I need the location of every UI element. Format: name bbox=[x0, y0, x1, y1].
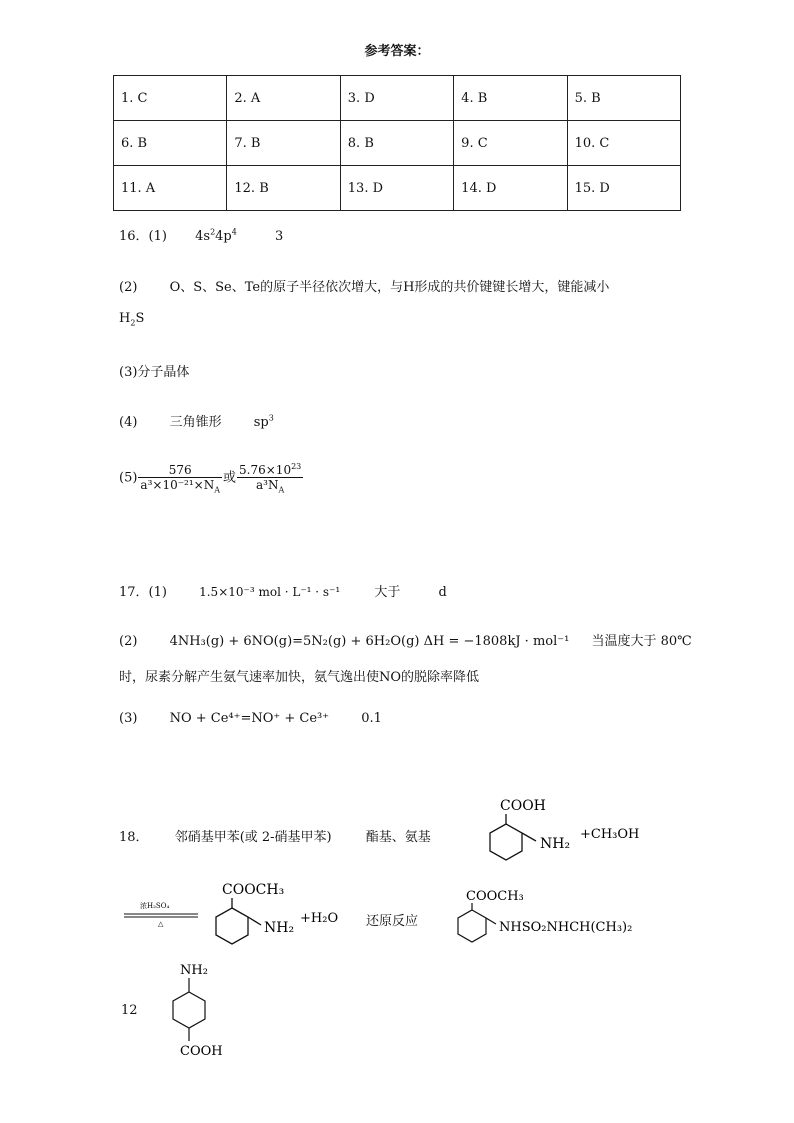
answer-cell: 10. C bbox=[567, 121, 680, 166]
denominator-sub: A bbox=[278, 485, 285, 495]
fraction-numerator: 576 bbox=[138, 463, 222, 478]
part-label: (2) bbox=[119, 634, 138, 649]
reaction-condition: 浓H₂SO₄ bbox=[140, 902, 170, 910]
struct-top-label: COOCH₃ bbox=[222, 882, 285, 898]
q16-value: 3 bbox=[274, 229, 284, 244]
q16-label: 16．(1) bbox=[119, 229, 167, 244]
bond bbox=[248, 917, 261, 925]
fraction-numerator bbox=[237, 462, 303, 478]
q16-part2 bbox=[119, 276, 609, 295]
struct-top-label: COOCH₃ bbox=[466, 889, 524, 904]
structure-methyl-anthranilate bbox=[206, 876, 366, 951]
formula-sub: 2 bbox=[130, 318, 136, 328]
config-exp: 4 bbox=[231, 227, 237, 237]
part-label: (3) bbox=[119, 711, 138, 726]
q18-header bbox=[119, 826, 431, 845]
page-title: 参考答案： bbox=[364, 44, 430, 59]
hyb-exp: 3 bbox=[268, 413, 274, 423]
reaction-arrow bbox=[118, 898, 208, 928]
q18-label: 18． bbox=[119, 830, 149, 845]
functional-groups: 酯基、氨基 bbox=[365, 830, 431, 845]
ionic-equation: NO + Ce⁴⁺=NO⁺ + Ce³⁺ bbox=[169, 711, 330, 726]
struct-top-label: COOH bbox=[500, 798, 546, 814]
part-label: (4) bbox=[119, 415, 138, 430]
or-text: 或 bbox=[223, 470, 237, 486]
q16-explanation: O、S、Se、Te的原子半径依次增大，与H形成的共价键键长增大，键能减小 bbox=[169, 280, 610, 295]
numerator-exp: 23 bbox=[291, 462, 302, 471]
thermochemical-equation: 4NH₃(g) + 6NO(g)=5N₂(g) + 6H₂O(g) ΔH = −1808kJ · mol⁻¹ bbox=[169, 634, 570, 649]
answer-cell: 4. B bbox=[454, 76, 567, 121]
table-row bbox=[114, 76, 681, 121]
answer-cell: 14. D bbox=[454, 166, 567, 211]
q17-part2 bbox=[119, 630, 692, 649]
benzene-ring bbox=[216, 908, 248, 944]
q16-part3: (3)分子晶体 bbox=[119, 365, 190, 380]
structure-aminobenzoic-acid bbox=[160, 955, 250, 1065]
comparison: 大于 bbox=[374, 585, 401, 600]
answer-cell: 11. A bbox=[114, 166, 227, 211]
table-row bbox=[114, 166, 681, 211]
density-fraction-2 bbox=[237, 462, 303, 494]
q17-explanation: 时，尿素分解产生氨气速率加快，氨气逸出使NO的脱除率降低 bbox=[119, 670, 480, 685]
fraction-denominator bbox=[138, 478, 222, 494]
benzene-ring bbox=[458, 910, 486, 942]
answer-cell: 2. A bbox=[227, 76, 340, 121]
q17-part1 bbox=[119, 581, 447, 600]
hyb-base: sp bbox=[253, 415, 269, 430]
formula-part: H bbox=[119, 311, 131, 326]
answer-cell: 3. D bbox=[340, 76, 453, 121]
molecular-shape: 三角锥形 bbox=[169, 415, 222, 430]
structure-anthranilic-acid bbox=[484, 792, 644, 867]
q16-formula bbox=[119, 311, 144, 328]
formula-part: S bbox=[135, 311, 145, 326]
q17-part3 bbox=[119, 711, 382, 726]
config-exp: 2 bbox=[210, 227, 216, 237]
table-row bbox=[114, 121, 681, 166]
q17-value: 0.1 bbox=[361, 711, 382, 726]
q17-label: 17．(1) bbox=[119, 585, 167, 600]
denominator-text: a³N bbox=[256, 478, 279, 492]
numerator-text: 5.76×10 bbox=[239, 463, 292, 477]
config-base: 4s bbox=[195, 229, 211, 244]
q16-part1 bbox=[119, 225, 283, 244]
heat-symbol: △ bbox=[158, 920, 164, 928]
fraction-denominator bbox=[237, 478, 303, 494]
q16-part4 bbox=[119, 411, 274, 430]
answer-cell: 12. B bbox=[227, 166, 340, 211]
answer-cell: 13. D bbox=[340, 166, 453, 211]
density-fraction-1 bbox=[138, 463, 222, 494]
answer-table bbox=[113, 75, 681, 211]
q16-part5 bbox=[119, 462, 304, 494]
struct-sub-label: NH₂ bbox=[540, 836, 571, 852]
struct-sub-label: NH₂ bbox=[264, 920, 295, 936]
q17-answer: d bbox=[438, 585, 447, 600]
part-label: (5) bbox=[119, 470, 138, 486]
electron-config bbox=[195, 229, 237, 244]
compound-name: 邻硝基甲苯(或 2-硝基甲苯) bbox=[174, 830, 332, 845]
struct-sub-label: NHSO₂NHCH(CH₃)₂ bbox=[499, 920, 633, 935]
answer-cell: 15. D bbox=[567, 166, 680, 211]
isomer-count: 12 bbox=[121, 1003, 138, 1018]
structure-sulfonamide bbox=[452, 882, 652, 947]
benzene-ring bbox=[173, 992, 205, 1028]
struct-top-label: NH₂ bbox=[180, 963, 208, 978]
answer-cell: 7. B bbox=[227, 121, 340, 166]
denominator-text: a³×10⁻²¹×N bbox=[140, 477, 215, 492]
answer-cell: 1. C bbox=[114, 76, 227, 121]
bond bbox=[522, 833, 536, 841]
reaction-rate: 1.5×10⁻³ mol · L⁻¹ · s⁻¹ bbox=[199, 585, 341, 599]
answer-cell: 5. B bbox=[567, 76, 680, 121]
denominator-sub: A bbox=[214, 484, 221, 494]
answer-cell: 6. B bbox=[114, 121, 227, 166]
hybridization bbox=[254, 415, 274, 430]
reagent-text: +CH₃OH bbox=[580, 827, 640, 842]
struct-bottom-label: COOH bbox=[180, 1044, 223, 1059]
benzene-ring bbox=[490, 824, 522, 860]
bond bbox=[486, 918, 496, 924]
reaction-type: 还原反应 bbox=[366, 914, 419, 929]
explanation-start: 当温度大于 80℃ bbox=[591, 634, 692, 649]
answer-cell: 8. B bbox=[340, 121, 453, 166]
product-text: +H₂O bbox=[300, 911, 339, 926]
answer-cell: 9. C bbox=[454, 121, 567, 166]
config-mid: 4p bbox=[215, 229, 232, 244]
part-label: (2) bbox=[119, 280, 138, 295]
